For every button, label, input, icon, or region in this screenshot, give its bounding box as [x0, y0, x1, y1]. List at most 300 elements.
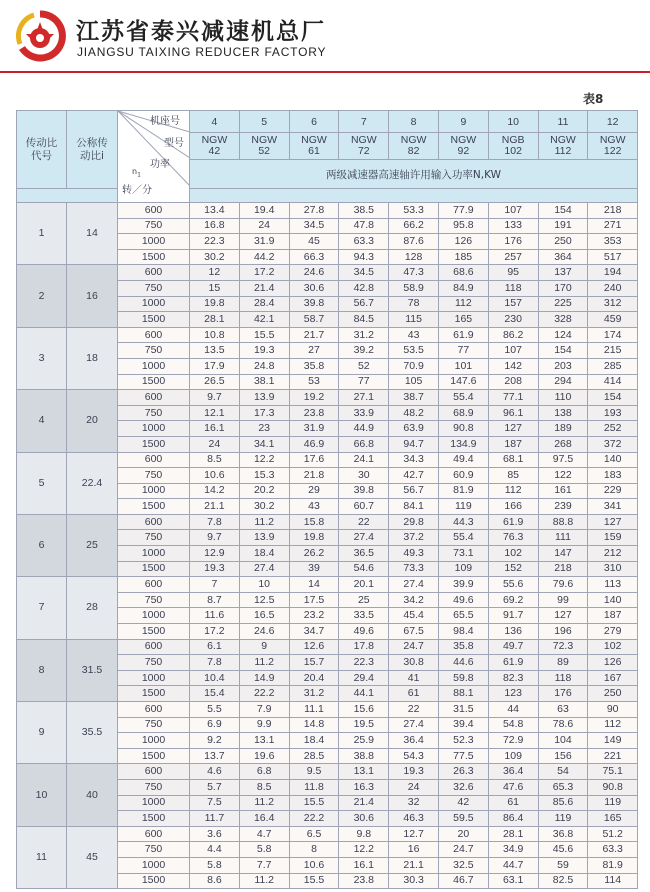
power-value-cell: 30.3: [389, 873, 439, 889]
power-value-cell: 26.5: [190, 374, 240, 390]
power-value-cell: 176: [538, 686, 588, 702]
power-value-cell: 55.4: [438, 530, 488, 546]
power-value-cell: 55.6: [488, 577, 538, 593]
power-value-cell: 68.6: [438, 265, 488, 281]
power-value-cell: 13.5: [190, 343, 240, 359]
power-value-cell: 161: [538, 483, 588, 499]
power-value-cell: 9.2: [190, 733, 240, 749]
power-value-cell: 341: [588, 499, 638, 515]
input-speed-cell: 1000: [118, 296, 190, 312]
power-value-cell: 165: [588, 811, 638, 827]
power-value-cell: 90: [588, 702, 638, 718]
power-value-cell: 285: [588, 358, 638, 374]
input-speed-cell: 1500: [118, 686, 190, 702]
power-value-cell: 54.8: [488, 717, 538, 733]
input-speed-cell: 600: [118, 390, 190, 406]
power-value-cell: 107: [488, 203, 538, 219]
power-value-cell: 128: [389, 249, 439, 265]
power-value-cell: 166: [488, 499, 538, 515]
power-value-cell: 208: [488, 374, 538, 390]
power-value-cell: 112: [588, 717, 638, 733]
input-speed-cell: 1500: [118, 436, 190, 452]
power-value-cell: 122: [538, 468, 588, 484]
power-value-cell: 29: [289, 483, 339, 499]
input-speed-cell: 1000: [118, 857, 190, 873]
power-value-cell: 49.3: [389, 546, 439, 562]
power-value-cell: 77: [438, 343, 488, 359]
power-value-cell: 54.3: [389, 748, 439, 764]
nominal-ratio-cell: 28: [67, 577, 118, 639]
power-value-cell: 32.5: [438, 857, 488, 873]
power-value-cell: 10: [239, 577, 289, 593]
power-value-cell: 69.2: [488, 592, 538, 608]
power-value-cell: 73.1: [438, 546, 488, 562]
power-value-cell: 28.1: [488, 826, 538, 842]
power-value-cell: 49.7: [488, 639, 538, 655]
nominal-ratio-cell: 20: [67, 390, 118, 452]
frame-number-cell: 8: [389, 111, 439, 133]
power-value-cell: 19.3: [389, 764, 439, 780]
power-value-cell: 49.6: [339, 624, 389, 640]
power-value-cell: 21.7: [289, 327, 339, 343]
power-value-cell: 42.7: [389, 468, 439, 484]
ratio-code-cell: 2: [17, 265, 67, 327]
power-value-cell: 187: [588, 608, 638, 624]
power-value-cell: 20: [438, 826, 488, 842]
power-value-cell: 47.6: [488, 779, 538, 795]
power-value-cell: 30: [339, 468, 389, 484]
power-value-cell: 112: [488, 483, 538, 499]
power-value-cell: 15.5: [289, 873, 339, 889]
power-value-cell: 115: [389, 312, 439, 328]
header-divider: [0, 71, 650, 73]
power-value-cell: 230: [488, 312, 538, 328]
power-value-cell: 85: [488, 468, 538, 484]
power-value-cell: 24.7: [389, 639, 439, 655]
power-value-cell: 364: [538, 249, 588, 265]
power-value-cell: 7.7: [239, 857, 289, 873]
table-body: [17, 203, 638, 889]
input-speed-cell: 750: [118, 592, 190, 608]
ratio-code-cell: 11: [17, 826, 67, 888]
power-value-cell: 34.5: [339, 265, 389, 281]
power-value-cell: 63.9: [389, 421, 439, 437]
power-value-cell: 16.1: [339, 857, 389, 873]
power-value-cell: 38.7: [389, 390, 439, 406]
power-value-cell: 24: [389, 779, 439, 795]
power-value-cell: 90.8: [588, 779, 638, 795]
header-spacer-right: [190, 189, 638, 203]
power-value-cell: 294: [538, 374, 588, 390]
input-speed-cell: 600: [118, 826, 190, 842]
power-value-cell: 24.6: [289, 265, 339, 281]
power-value-cell: 126: [588, 655, 638, 671]
power-value-cell: 97.5: [538, 452, 588, 468]
power-value-cell: 84.1: [389, 499, 439, 515]
power-value-cell: 196: [538, 624, 588, 640]
power-value-cell: 88.8: [538, 514, 588, 530]
power-value-cell: 52: [339, 358, 389, 374]
model-name-cell: NGW 42: [190, 133, 240, 160]
power-value-cell: 239: [538, 499, 588, 515]
power-value-cell: 11.7: [190, 811, 240, 827]
corner-speed-symbol: $n_1$: [132, 167, 141, 179]
power-value-cell: 156: [538, 748, 588, 764]
model-name-cell: NGW 72: [339, 133, 389, 160]
power-value-cell: 118: [538, 670, 588, 686]
power-value-cell: 17.9: [190, 358, 240, 374]
power-value-cell: 110: [538, 390, 588, 406]
model-name-cell: NGW 52: [239, 133, 289, 160]
power-value-cell: 46.3: [389, 811, 439, 827]
table-row: [17, 702, 638, 718]
power-value-cell: 136: [488, 624, 538, 640]
power-value-cell: 19.3: [239, 343, 289, 359]
power-value-cell: 23.8: [289, 405, 339, 421]
power-value-cell: 5.5: [190, 702, 240, 718]
power-value-cell: 30.2: [239, 499, 289, 515]
power-value-cell: 25: [339, 592, 389, 608]
power-value-cell: 15.4: [190, 686, 240, 702]
power-value-cell: 7.8: [190, 514, 240, 530]
table-row: [17, 764, 638, 780]
nominal-ratio-cell: 18: [67, 327, 118, 389]
input-speed-cell: 750: [118, 468, 190, 484]
power-value-cell: 49.6: [438, 592, 488, 608]
power-value-cell: 21.4: [339, 795, 389, 811]
power-value-cell: 19.6: [239, 748, 289, 764]
power-value-cell: 517: [588, 249, 638, 265]
power-value-cell: 13.1: [339, 764, 389, 780]
power-value-cell: 176: [488, 234, 538, 250]
power-value-cell: 102: [588, 639, 638, 655]
power-value-cell: 30.8: [389, 655, 439, 671]
power-value-cell: 72.9: [488, 733, 538, 749]
power-value-cell: 21.8: [289, 468, 339, 484]
power-value-cell: 51.2: [588, 826, 638, 842]
nominal-ratio-cell: 40: [67, 764, 118, 826]
power-value-cell: 61.9: [488, 655, 538, 671]
power-value-cell: 19.5: [339, 717, 389, 733]
power-value-cell: 14.2: [190, 483, 240, 499]
power-value-cell: 44.3: [438, 514, 488, 530]
power-value-cell: 99: [538, 592, 588, 608]
power-value-cell: 154: [538, 203, 588, 219]
table-number-label: 表8: [583, 92, 604, 106]
power-value-cell: 11.2: [239, 514, 289, 530]
input-speed-cell: 1500: [118, 624, 190, 640]
power-value-cell: 15.3: [239, 468, 289, 484]
input-speed-cell: 750: [118, 405, 190, 421]
power-value-cell: 37.2: [389, 530, 439, 546]
ratio-code-cell: 7: [17, 577, 67, 639]
power-value-cell: 27.4: [389, 717, 439, 733]
input-speed-cell: 750: [118, 717, 190, 733]
power-value-cell: 86.4: [488, 811, 538, 827]
power-value-cell: 215: [588, 343, 638, 359]
power-value-cell: 44.9: [339, 421, 389, 437]
power-value-cell: 73.3: [389, 561, 439, 577]
ratio-code-header: 传动比代号: [17, 111, 67, 189]
power-value-cell: 91.7: [488, 608, 538, 624]
input-speed-cell: 600: [118, 514, 190, 530]
power-value-cell: 75.1: [588, 764, 638, 780]
power-value-cell: 119: [588, 795, 638, 811]
power-value-cell: 44.7: [488, 857, 538, 873]
power-value-cell: 11.8: [289, 779, 339, 795]
table-row: [17, 327, 638, 343]
input-speed-cell: 1000: [118, 546, 190, 562]
power-value-cell: 27: [289, 343, 339, 359]
input-speed-cell: 1000: [118, 358, 190, 374]
power-value-cell: 65.3: [538, 779, 588, 795]
power-value-cell: 119: [538, 811, 588, 827]
power-value-cell: 372: [588, 436, 638, 452]
power-value-cell: 8.7: [190, 592, 240, 608]
power-value-cell: 94.3: [339, 249, 389, 265]
power-value-cell: 187: [488, 436, 538, 452]
power-value-cell: 109: [438, 561, 488, 577]
power-value-cell: 87.6: [389, 234, 439, 250]
power-value-cell: 27.4: [339, 530, 389, 546]
power-value-cell: 39.8: [339, 483, 389, 499]
power-value-cell: 95: [488, 265, 538, 281]
power-value-cell: 152: [488, 561, 538, 577]
power-value-cell: 19.2: [289, 390, 339, 406]
power-value-cell: 28.5: [289, 748, 339, 764]
power-value-cell: 11.2: [239, 655, 289, 671]
power-value-cell: 252: [588, 421, 638, 437]
power-value-cell: 310: [588, 561, 638, 577]
power-value-cell: 6.1: [190, 639, 240, 655]
power-value-cell: 39.4: [438, 717, 488, 733]
input-speed-cell: 1000: [118, 670, 190, 686]
table-row: [17, 452, 638, 468]
power-value-cell: 63.3: [588, 842, 638, 858]
power-value-cell: 11.1: [289, 702, 339, 718]
model-name-cell: NGB 102: [488, 133, 538, 160]
company-logo-icon: [14, 10, 66, 62]
input-speed-cell: 600: [118, 764, 190, 780]
power-value-cell: 105: [389, 374, 439, 390]
power-value-cell: 79.6: [538, 577, 588, 593]
input-speed-cell: 600: [118, 452, 190, 468]
nominal-ratio-cell: 25: [67, 514, 118, 576]
table-row: [17, 826, 638, 842]
power-value-cell: 35.8: [289, 358, 339, 374]
power-value-cell: 3.6: [190, 826, 240, 842]
power-value-cell: 189: [538, 421, 588, 437]
power-value-cell: 63: [538, 702, 588, 718]
power-value-cell: 133: [488, 218, 538, 234]
power-value-cell: 127: [488, 421, 538, 437]
power-value-cell: 26.3: [438, 764, 488, 780]
power-value-cell: 66.8: [339, 436, 389, 452]
power-value-cell: 119: [438, 499, 488, 515]
power-value-cell: 104: [538, 733, 588, 749]
power-value-cell: 414: [588, 374, 638, 390]
power-value-cell: 32: [389, 795, 439, 811]
power-value-cell: 127: [588, 514, 638, 530]
power-value-cell: 24: [239, 218, 289, 234]
input-speed-cell: 1500: [118, 561, 190, 577]
frame-number-cell: 11: [538, 111, 588, 133]
model-name-cell: NGW 112: [538, 133, 588, 160]
power-value-cell: 22: [389, 702, 439, 718]
power-value-cell: 109: [488, 748, 538, 764]
power-value-cell: 76.3: [488, 530, 538, 546]
ratio-code-cell: 6: [17, 514, 67, 576]
power-value-cell: 89: [538, 655, 588, 671]
power-value-cell: 23.8: [339, 873, 389, 889]
power-value-cell: 257: [488, 249, 538, 265]
power-value-cell: 81.9: [588, 857, 638, 873]
power-value-cell: 21.1: [190, 499, 240, 515]
power-value-cell: 225: [538, 296, 588, 312]
power-value-cell: 250: [588, 686, 638, 702]
power-value-cell: 94.7: [389, 436, 439, 452]
power-value-cell: 77.1: [488, 390, 538, 406]
power-value-cell: 22.3: [339, 655, 389, 671]
page-header: [0, 0, 650, 72]
input-speed-cell: 750: [118, 779, 190, 795]
power-value-cell: 7.8: [190, 655, 240, 671]
power-value-cell: 16.5: [239, 608, 289, 624]
power-value-cell: 16: [389, 842, 439, 858]
power-value-cell: 21.4: [239, 280, 289, 296]
power-value-cell: 8: [289, 842, 339, 858]
power-value-cell: 127: [538, 608, 588, 624]
power-value-cell: 39: [289, 561, 339, 577]
frame-number-cell: 12: [588, 111, 638, 133]
power-value-cell: 7: [190, 577, 240, 593]
power-value-cell: 42.1: [239, 312, 289, 328]
power-value-cell: 149: [588, 733, 638, 749]
frame-number-cell: 5: [239, 111, 289, 133]
input-speed-cell: 750: [118, 842, 190, 858]
power-value-cell: 53: [289, 374, 339, 390]
power-value-cell: 17.6: [289, 452, 339, 468]
power-value-cell: 68.9: [438, 405, 488, 421]
power-value-cell: 19.3: [190, 561, 240, 577]
input-speed-cell: 600: [118, 265, 190, 281]
power-value-cell: 23: [239, 421, 289, 437]
power-value-cell: 9.8: [339, 826, 389, 842]
power-value-cell: 11.6: [190, 608, 240, 624]
power-value-cell: 10.6: [289, 857, 339, 873]
power-value-cell: 15.6: [339, 702, 389, 718]
power-value-cell: 16.3: [339, 779, 389, 795]
input-speed-cell: 750: [118, 655, 190, 671]
power-value-cell: 34.1: [239, 436, 289, 452]
power-value-cell: 271: [588, 218, 638, 234]
power-value-cell: 101: [438, 358, 488, 374]
power-value-cell: 72.3: [538, 639, 588, 655]
power-value-cell: 13.9: [239, 530, 289, 546]
power-value-cell: 12.2: [339, 842, 389, 858]
power-value-cell: 154: [538, 343, 588, 359]
power-value-cell: 12.6: [289, 639, 339, 655]
power-value-cell: 28.1: [190, 312, 240, 328]
power-value-cell: 98.4: [438, 624, 488, 640]
power-value-cell: 113: [588, 577, 638, 593]
power-value-cell: 9.7: [190, 530, 240, 546]
power-value-cell: 36.4: [488, 764, 538, 780]
table-row: [17, 639, 638, 655]
power-value-cell: 66.2: [389, 218, 439, 234]
power-value-cell: 17.5: [289, 592, 339, 608]
power-value-cell: 31.9: [289, 421, 339, 437]
power-value-cell: 16.1: [190, 421, 240, 437]
power-value-cell: 4.7: [239, 826, 289, 842]
power-value-cell: 60.7: [339, 499, 389, 515]
power-value-cell: 14.8: [289, 717, 339, 733]
model-name-cell: NGW 82: [389, 133, 439, 160]
input-speed-cell: 1000: [118, 733, 190, 749]
power-value-cell: 59: [538, 857, 588, 873]
power-value-cell: 78.6: [538, 717, 588, 733]
frame-number-cell: 10: [488, 111, 538, 133]
power-value-cell: 16.8: [190, 218, 240, 234]
power-value-cell: 12: [190, 265, 240, 281]
power-value-cell: 19.8: [190, 296, 240, 312]
power-value-cell: 13.9: [239, 390, 289, 406]
power-value-cell: 221: [588, 748, 638, 764]
power-value-cell: 22: [339, 514, 389, 530]
power-value-cell: 45.4: [389, 608, 439, 624]
power-value-cell: 66.3: [289, 249, 339, 265]
power-value-cell: 53.5: [389, 343, 439, 359]
power-value-cell: 31.9: [239, 234, 289, 250]
power-value-cell: 18.4: [239, 546, 289, 562]
power-value-cell: 328: [538, 312, 588, 328]
power-value-cell: 218: [588, 203, 638, 219]
power-value-cell: 353: [588, 234, 638, 250]
power-value-cell: 102: [488, 546, 538, 562]
power-value-cell: 44: [488, 702, 538, 718]
power-value-cell: 24.7: [438, 842, 488, 858]
power-value-cell: 59.8: [438, 670, 488, 686]
power-value-cell: 8.5: [239, 779, 289, 795]
power-value-cell: 65.5: [438, 608, 488, 624]
power-value-cell: 12.5: [239, 592, 289, 608]
power-value-cell: 55.4: [438, 390, 488, 406]
input-speed-cell: 750: [118, 280, 190, 296]
power-value-cell: 33.9: [339, 405, 389, 421]
power-value-cell: 4.4: [190, 842, 240, 858]
power-value-cell: 47.8: [339, 218, 389, 234]
power-value-cell: 44.1: [339, 686, 389, 702]
power-value-cell: 24.1: [339, 452, 389, 468]
power-value-cell: 140: [588, 452, 638, 468]
power-value-cell: 12.9: [190, 546, 240, 562]
frame-number-cell: 4: [190, 111, 240, 133]
power-value-cell: 212: [588, 546, 638, 562]
power-value-cell: 88.1: [438, 686, 488, 702]
power-value-cell: 11.2: [239, 873, 289, 889]
power-value-cell: 6.8: [239, 764, 289, 780]
power-value-cell: 34.3: [389, 452, 439, 468]
power-value-cell: 167: [588, 670, 638, 686]
power-value-cell: 279: [588, 624, 638, 640]
power-value-cell: 48.2: [389, 405, 439, 421]
power-value-cell: 24.6: [239, 624, 289, 640]
power-value-cell: 61.9: [488, 514, 538, 530]
power-value-cell: 58.7: [289, 312, 339, 328]
power-value-cell: 47.3: [389, 265, 439, 281]
power-value-cell: 21.1: [389, 857, 439, 873]
power-value-cell: 22.2: [289, 811, 339, 827]
